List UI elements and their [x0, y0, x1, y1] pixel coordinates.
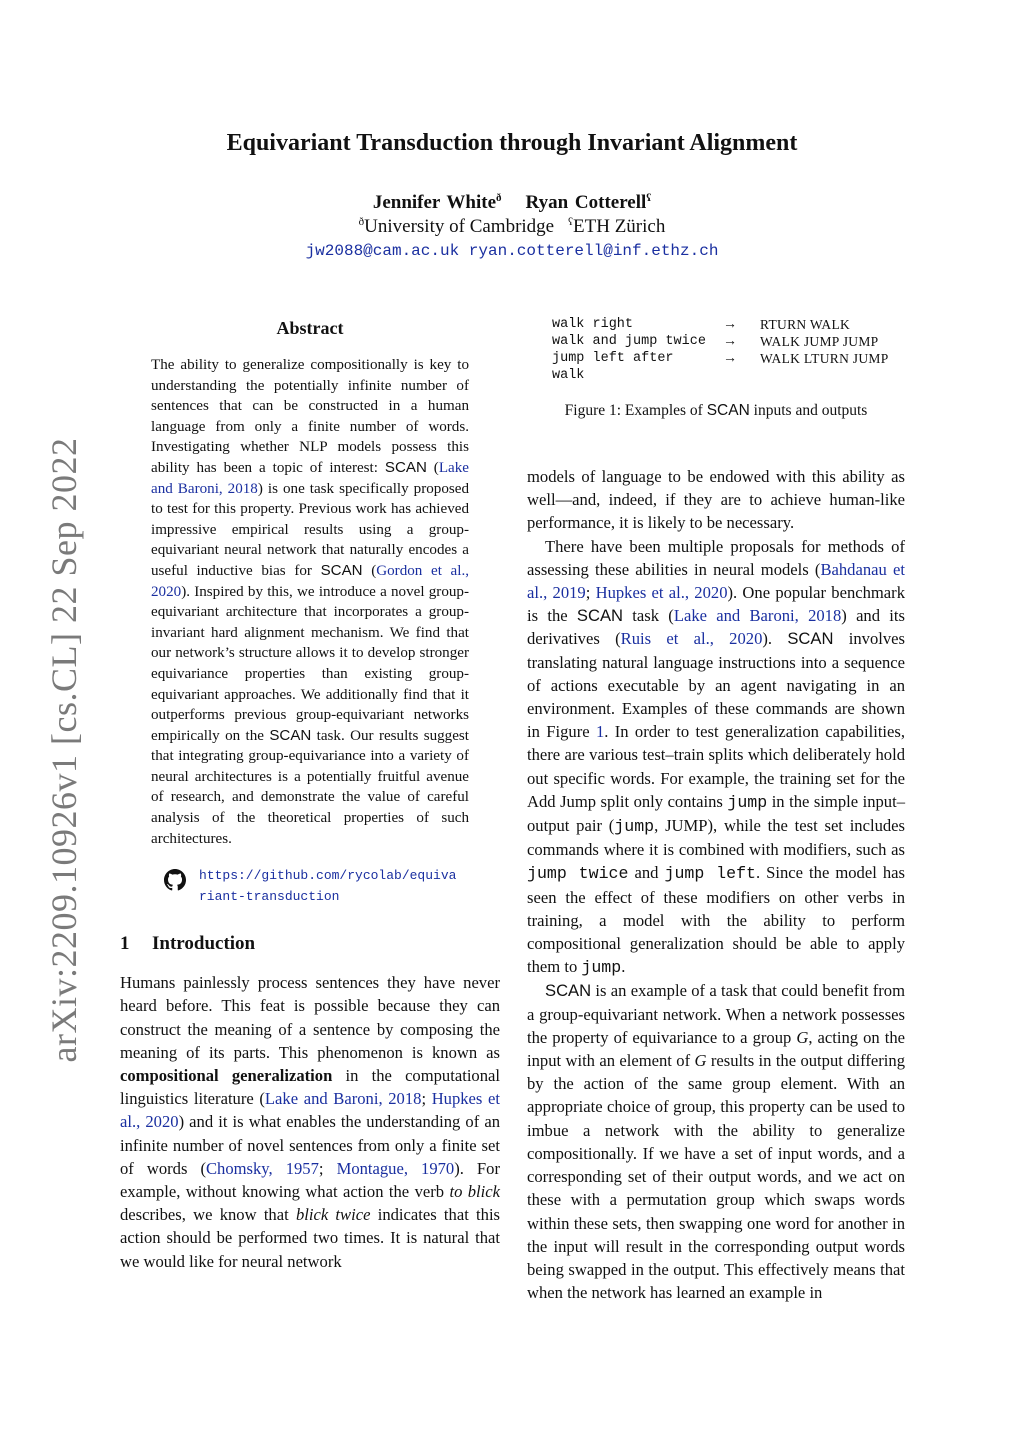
- email-link[interactable]: jw2088@cam.ac.uk: [305, 242, 460, 260]
- affiliation-name: ETH Zürich: [573, 216, 666, 237]
- affiliations: [0, 216, 1024, 238]
- paragraph: There have been multiple proposals for methods of assessing these abilities in neural models (Bahdanau et al., 2019; Hupkes et al., 2020). One popular benchmark is the SCAN task (Lake and Baroni, 2018) and its derivatives (Ruis et al., 2020). SCAN involves translating natural language instructions into a sequence of actions executable by an agent navigating in an environment. Examples of these commands are shown in Figure 1. In order to test generalization capabilities, there are various test–train splits which deliberately hold out specific words. For example, the training set for the Add Jump split only contains jump in the simple input–output pair (jump, JUMP), while the test set includes commands where it is combined with modifiers, such as jump twice and jump left. Since the model has seen the effect of these modifiers on other verbs in training, a model with the ability to perform compositional generalization should be able to apply them to jump.: [527, 536, 906, 978]
- citation-link[interactable]: Montague, 1970: [336, 1158, 455, 1178]
- arrow-icon: →: [723, 351, 737, 366]
- citation-link[interactable]: Lake and Baroni, 2018: [151, 459, 469, 497]
- section-title: Introduction: [152, 933, 256, 955]
- scan-term: SCAN: [320, 561, 363, 579]
- section-number: 1: [120, 933, 130, 955]
- arrow-icon: →: [723, 317, 737, 332]
- citation-link[interactable]: Hupkes et al., 2020: [120, 1089, 500, 1132]
- figure-1-table: [552, 316, 889, 384]
- author-mark: ʕ: [646, 192, 652, 204]
- citation-link[interactable]: Bahdanau et al., 2019: [527, 559, 905, 603]
- github-icon: [164, 869, 186, 891]
- abstract-heading: Abstract: [276, 318, 344, 338]
- abstract-body: The ability to generalize compositionally is key to understanding the potentially infinite number of sentences that can be constructed in a human language from only a finite number of words. Investigating whether NLP models possess this ability has been a topic of interest: SCAN (Lake and Baroni, 2018) is one task specifically proposed to test for this property. Previous work has achieved impressive empirical results using a group-equivariant neural network that naturally encodes a useful inductive bias for SCAN (Gordon et al., 2020). Inspired by this, we introduce a novel group-equivariant architecture that incorporates a group-invariant hard alignment mechanism. We find that our network’s structure allows it to develop stronger equivariance properties than existing group-equivariant approaches. We additionally find that it outperforms previous group-equivariant networks empirically on the SCAN task. Our results suggest that integrating group-equivariance into a variety of neural architectures is a potentially fruitful avenue of research, and demonstrate the value of careful analysis of the theoretical properties of such architectures.: [151, 357, 469, 847]
- body-text: [527, 465, 905, 1304]
- code-repository: [164, 865, 500, 907]
- citation-link[interactable]: Chomsky, 1957: [205, 1158, 319, 1178]
- paragraph: SCAN is an example of a task that could benefit from a group-equivariant network. When a network possesses the property of equivariance to a group G, acting on the input with an element of G results in the output differing by the action of the same group element. With an appropriate choice of group, this property can be used to imbue a network with the ability to generalize compositionally. If we have a set of input words, and a corresponding set of their output words, and we act on these with a permutation group which swaps words within these sets, then swapping one word for another in the input will result in the corresponding output words being swapped in the output. This effectively means that when the network has learned an example in: [527, 981, 905, 1303]
- figure-link[interactable]: 1: [595, 722, 605, 742]
- author-list: [0, 192, 1024, 214]
- scan-term: SCAN: [384, 458, 427, 476]
- author-emails: [0, 242, 1024, 260]
- citation-link[interactable]: Hupkes et al., 2020: [595, 583, 728, 603]
- author-name: Ryan Cotterell: [525, 192, 647, 213]
- scan-output: RTURN WALK: [760, 317, 851, 332]
- left-column: [120, 318, 500, 1273]
- scan-input: walk right: [552, 317, 634, 332]
- repository-link[interactable]: https://github.com/rycolab/equivariant-transduction: [199, 868, 457, 905]
- author-mark: ð: [496, 192, 502, 204]
- affiliation-mark: ð: [358, 216, 365, 228]
- table-row: [552, 333, 889, 350]
- paper-title: Equivariant Transduction through Invariant Alignment: [226, 130, 798, 156]
- table-row: [552, 316, 889, 333]
- arrow-icon: →: [723, 334, 737, 349]
- introduction-body: Humans painlessly process sentences they have never heard before. This feat is possible because they can construct the meaning of a sentence by composing the meaning of its parts. This phenomenon is known as compositional generalization in the computational linguistics literature (Lake and Baroni, 2018; Hupkes et al., 2020) and it is what enables the understanding of an infinite number of novel sentences from only a finite set of words (Chomsky, 1957; Montague, 1970). For example, without knowing what action the verb to blick describes, we know that blick twice indicates that this action should be performed two times. It is natural that we would like for neural network: [120, 973, 501, 1271]
- author-name: Jennifer White: [372, 192, 497, 213]
- affiliation-mark: ʕ: [568, 216, 574, 228]
- table-row: [552, 350, 889, 384]
- citation-link[interactable]: Gordon et al., 2020: [151, 562, 469, 600]
- right-column: [527, 316, 905, 1304]
- section-heading: [120, 933, 500, 955]
- affiliation-name: University of Cambridge: [364, 216, 555, 237]
- arxiv-identifier: arXiv:2209.10926v1 [cs.CL] 22 Sep 2022: [44, 437, 84, 1063]
- paragraph: models of language to be endowed with this ability as well—and, indeed, if they are to achieve human-like performance, it is likely to be necessary.: [527, 467, 905, 533]
- scan-input: jump left after walk: [552, 351, 674, 383]
- scan-term: SCAN: [269, 726, 312, 744]
- citation-link[interactable]: Lake and Baroni, 2018: [264, 1089, 422, 1109]
- citation-link[interactable]: Lake and Baroni, 2018: [673, 606, 842, 626]
- citation-link[interactable]: Ruis et al., 2020: [620, 629, 763, 649]
- scan-output: WALK JUMP JUMP: [760, 334, 879, 349]
- scan-output: WALK LTURN JUMP: [760, 351, 889, 366]
- figure-caption: Figure 1: Examples of SCAN inputs and outputs: [564, 402, 868, 419]
- scan-input: walk and jump twice: [552, 334, 706, 349]
- email-link[interactable]: ryan.cotterell@inf.ethz.ch: [468, 242, 719, 260]
